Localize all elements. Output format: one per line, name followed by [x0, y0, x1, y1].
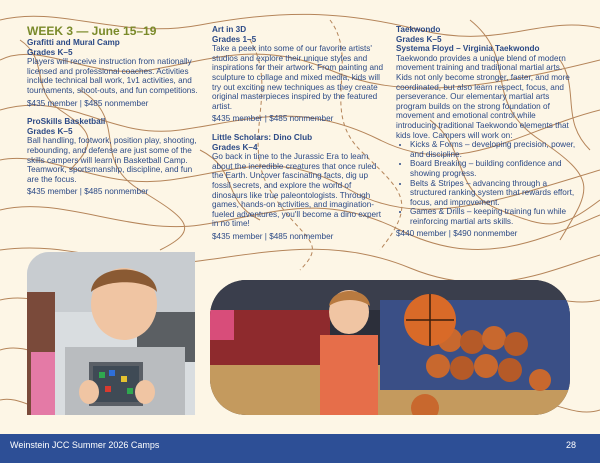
list-item: • Games & Drills – keeping training fun while reinforcing martial arts skills.: [410, 207, 578, 226]
list-item: • Kicks & Forms – developing precision, power, and discipline.: [410, 140, 578, 159]
grafitti-desc: Players will receive instruction from nationally licensed and professional coaches. Activities include technical ball work, 1v1 activities, and tournaments, shoot-outs, and fun competitions.: [27, 57, 198, 95]
taekwondo-bullets: [396, 140, 578, 226]
column-1: [27, 24, 205, 197]
photo-boy-lego: [27, 252, 195, 415]
dino-title: Little Scholars: Dino Club: [212, 132, 313, 142]
photo-boy-lego-illustration: [27, 252, 195, 415]
page-number: 28: [565, 440, 576, 450]
column-2: [212, 25, 388, 241]
photo-boy-basketball-illustration: [210, 280, 570, 415]
proskills-grades: Grades K–5: [27, 126, 73, 136]
dino-price: $435 member | $485 nonmember: [212, 231, 334, 241]
footer: [0, 434, 600, 463]
column-3: [396, 25, 578, 239]
art3d-desc: Take a peek into some of our favorite artists' studios and explore their unique styles and inspirations for their artwork. From painting and sculpture to collage and mixed media, kids will try out exciting new techniques as they create original masterpieces inspired by the featured artist.: [212, 44, 384, 111]
footer-title: Weinstein JCC Summer 2026 Camps: [10, 440, 160, 450]
taekwondo-subtitle: Systema Floyd – Virginia Taekwondo: [396, 44, 540, 54]
grafitti-price: $435 member | $485 nonmember: [27, 98, 149, 108]
week-title: WEEK 3 — June 15–19: [27, 24, 157, 38]
taekwondo-grades: Grades K–5: [396, 34, 442, 44]
dino-grades: Grades K–4: [212, 142, 258, 152]
taekwondo-title: Taekwondo: [396, 25, 441, 34]
taekwondo-price: $440 member | $490 nonmember: [396, 229, 518, 239]
art3d-price: $435 member | $485 nonmember: [212, 114, 334, 124]
art3d-grades: Grades 1–5: [212, 34, 257, 44]
list-item: • Belts & Stripes – advancing through a structured ranking system that rewards effort, focus, and improvement.: [410, 179, 578, 208]
art3d-title: Art in 3D: [212, 25, 247, 34]
photo-boy-basketball: [210, 280, 570, 415]
taekwondo-desc: Taekwondo provides a unique blend of modern movement training and traditional martial arts. Kids not only become stronger, faster, and more coordinated, but also learn respect, focus, and perseverance. Our elementary martial arts program builds on the strong foundation of movement and emotional control while introducing traditional Taekwondo elements that kids love. Campers will work on:: [396, 53, 570, 140]
dino-desc: Go back in time to the Jurassic Era to learn about the incredible creatures that once ruled the Earth. Uncover fascinating facts, dig up fossil secrets, and explore the world of dinosaurs like true paleontologists. Through games, hands-on activities, and imagination-fueled adventures, you'll become a dino expert in no time!: [212, 152, 382, 229]
proskills-desc: Ball handling, footwork, position play, shooting, rebounding, and defense are just some of the skills campers will learn in Basketball Camp. Teamwork, sportsmanship, discipline, and fun are the focus.: [27, 136, 197, 184]
list-item: • Board Breaking – building confidence and showing progress.: [410, 159, 578, 178]
proskills-price: $435 member | $485 nonmember: [27, 187, 149, 197]
grafitti-title: Grafitti and Mural Camp: [27, 38, 120, 47]
proskills-title: ProSkills Basketball: [27, 117, 106, 127]
grafitti-grades: Grades K–5: [27, 47, 73, 57]
